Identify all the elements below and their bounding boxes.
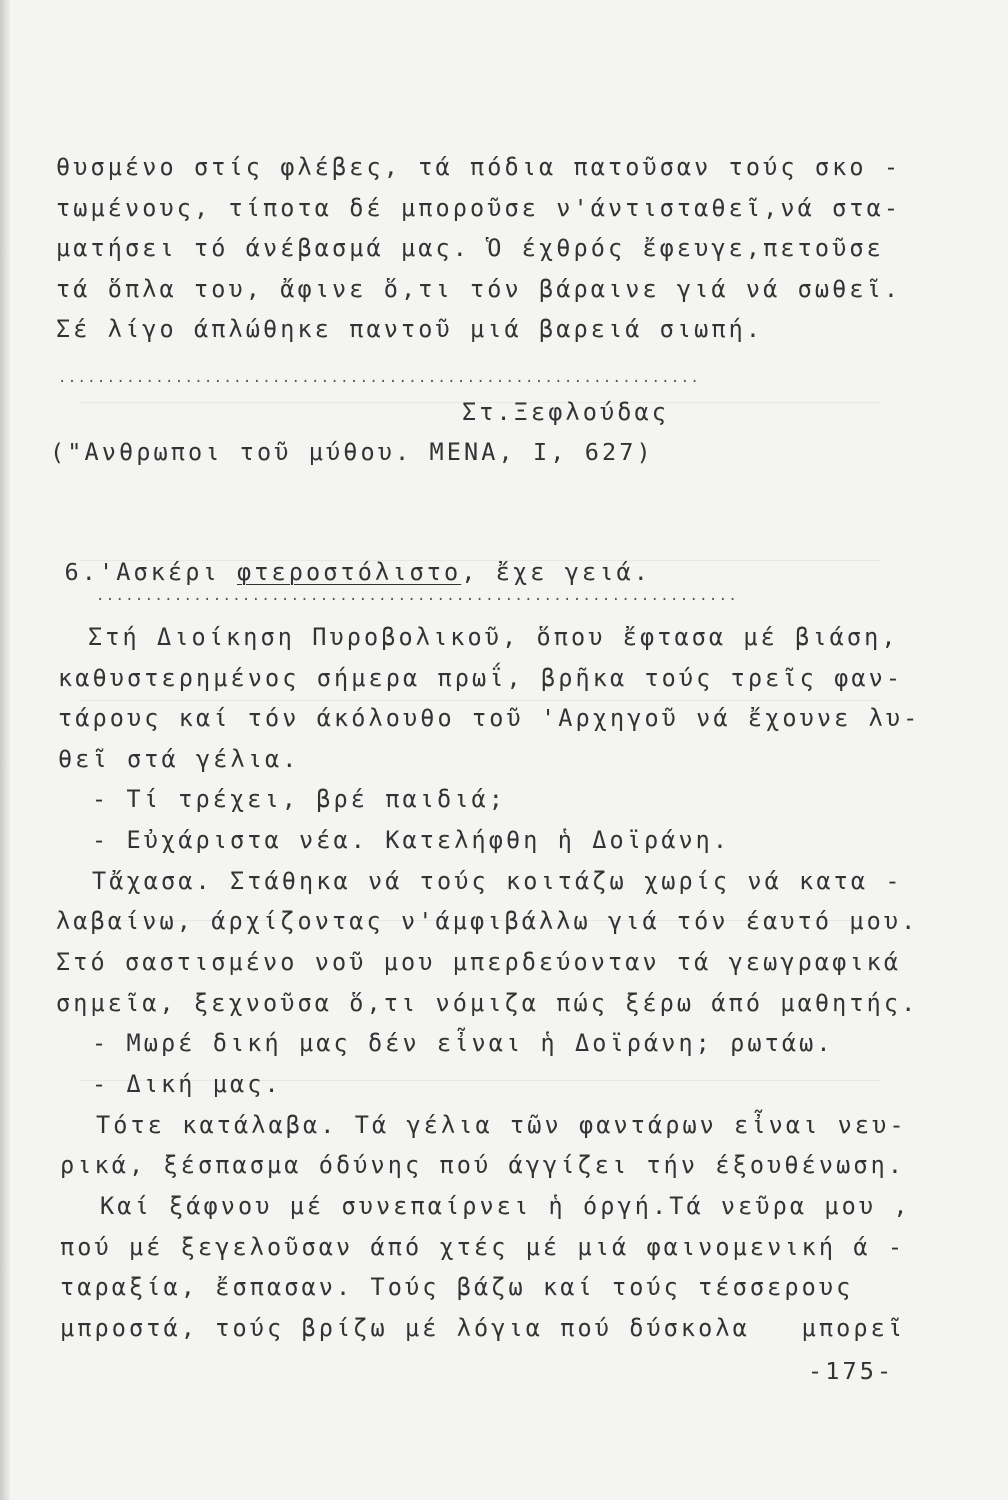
- text-line: Καί ξάφνου μέ συνεπαίρνει ἡ όργή.Τά νεῦρα μου ,: [100, 1192, 911, 1220]
- text-line: Στό σαστισμένο νοῦ μου μπερδεύονταν τά γεωγραφικά: [56, 948, 902, 976]
- text-line: μπροστά, τούς βρίζω μέ λόγια πού δύσκολα μπορεῖ: [60, 1314, 906, 1342]
- text-line: λαβαίνω, άρχίζοντας ν'άμφιβάλλω γιά τόν έαυτό μου.: [56, 907, 919, 935]
- section-heading-underlined: φτεροστόλιστο: [237, 558, 462, 586]
- text-line: ρικά, ξέσπασμα όδύνης πού άγγίζει τήν έξουθένωση.: [60, 1151, 906, 1179]
- text-line: θεῖ στά γέλια.: [58, 745, 300, 773]
- source-citation: ("Ανθρωποι τοῦ μύθου. ΜΕΝΑ, I, 627): [50, 438, 654, 466]
- dialogue-line: - Τί τρέχει, βρέ παιδιά;: [92, 785, 506, 813]
- text-line: τά ὅπλα του, ἄφινε ὅ,τι τόν βάραινε γιά νά σωθεῖ.: [56, 275, 902, 303]
- text-line: Τἄχασα. Στάθηκα νά τούς κοιτάζω χωρίς νά κατα -: [92, 867, 903, 895]
- page-number: -175-: [808, 1357, 895, 1385]
- text-line: σημεῖα, ξεχνοῦσα ὅ,τι νόμιζα πώς ξέρω άπό μαθητής.: [56, 989, 919, 1017]
- text-line: Τότε κατάλαβα. Τά γέλια τῶν φαντάρων εἶναι νευ-: [96, 1111, 907, 1139]
- text-line: πού μέ ξεγελοῦσαν άπό χτές μέ μιά φαινομενική ά -: [60, 1233, 906, 1261]
- text-line: ματήσει τό άνέβασμά μας. Ὁ έχθρός ἔφευγε,πετοῦσε: [56, 234, 884, 262]
- section-heading: [30, 527, 651, 587]
- dialogue-line: - Εὐχάριστα νέα. Κατελήφθη ἡ Δοϊράνη.: [92, 826, 731, 854]
- dialogue-line: - Δική μας.: [92, 1070, 282, 1098]
- section-number: 6.: [64, 558, 99, 586]
- text-line: τάρους καί τόν άκόλουθο τοῦ 'Αρχηγοῦ νά ἔχουνε λυ-: [58, 704, 921, 732]
- text-line: ταραξία, ἔσπασαν. Τούς βάζω καί τούς τέσσερους: [60, 1273, 854, 1301]
- text-line: καθυστερημένος σήμερα πρωΐ, βρῆκα τούς τρεῖς φαν-: [58, 664, 904, 692]
- dialogue-line: - Μωρέ δική μας δέν εἶναι ἡ Δοϊράνη; ρωτάω.: [92, 1029, 834, 1057]
- dotted-separator: ..................................................................: [58, 370, 701, 386]
- bleed-through-line: [80, 700, 880, 701]
- dotted-separator: ..................................................................: [96, 588, 739, 604]
- text-line: θυσμένο στίς φλέβες, τά πόδια πατοῦσαν τούς σκο -: [56, 153, 902, 181]
- author-signature: Στ.Ξεφλούδας: [462, 398, 669, 426]
- text-line: Σέ λίγο άπλώθηκε παντοῦ μιά βαρειά σιωπή.: [56, 315, 764, 343]
- page-edge: [0, 0, 10, 1500]
- section-heading-pre: 'Ασκέρι: [99, 558, 237, 586]
- text-line: Στή Διοίκηση Πυροβολικοῦ, ὅπου ἔφτασα μέ βιάση,: [88, 623, 899, 651]
- section-heading-post: , ἔχε γειά.: [461, 558, 651, 586]
- text-line: τωμένους, τίποτα δέ μποροῦσε ν'άντισταθεῖ,νά στα-: [56, 194, 902, 222]
